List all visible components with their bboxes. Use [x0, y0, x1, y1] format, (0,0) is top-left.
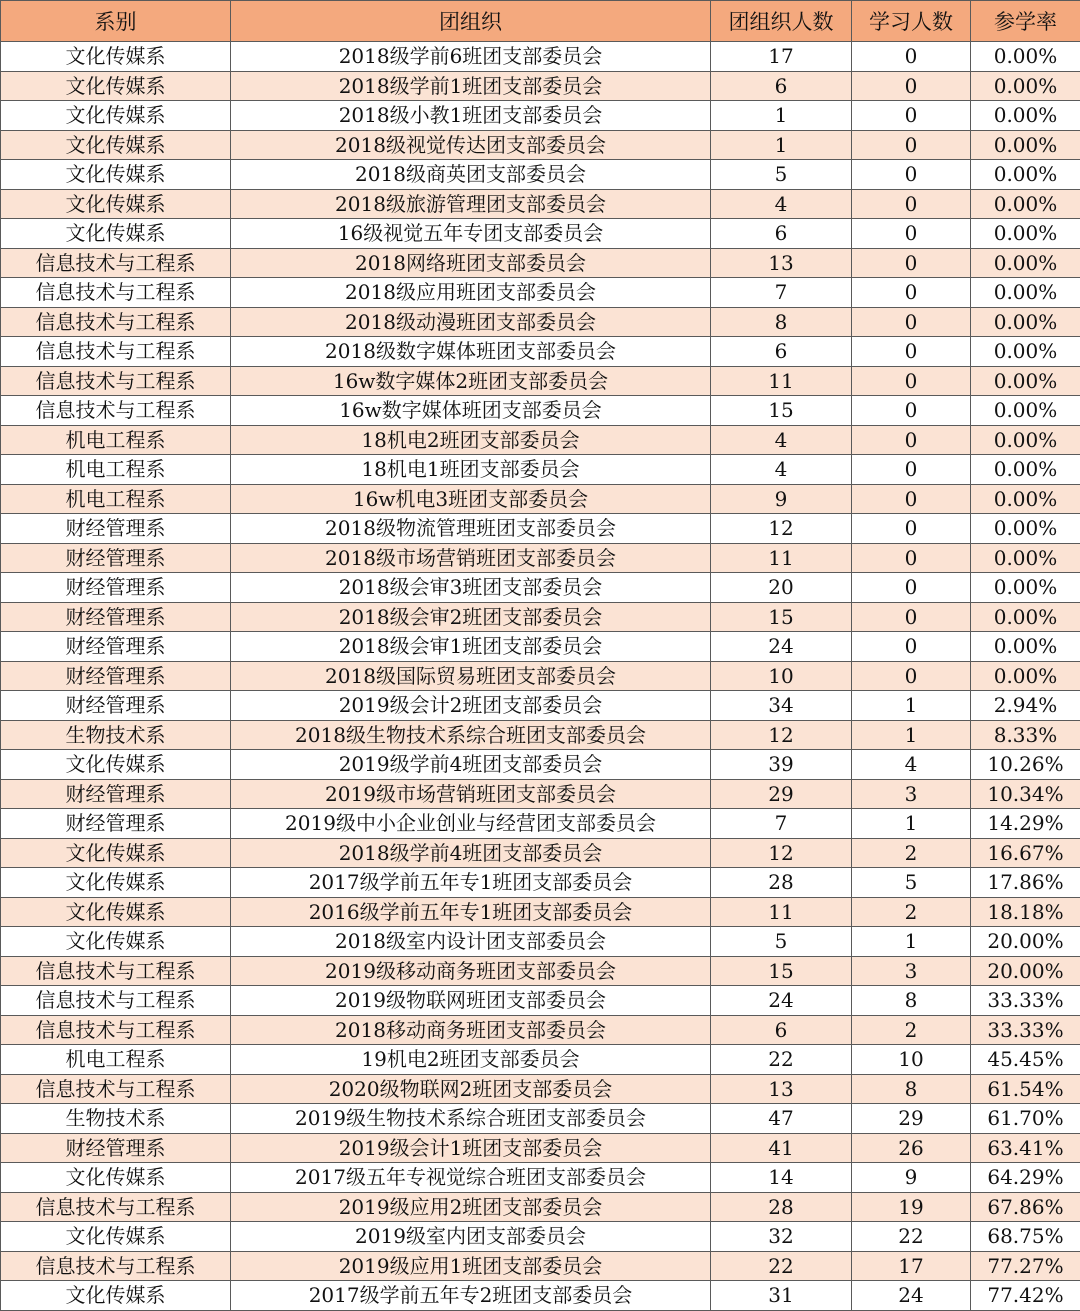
cell-learner-count: 8 [852, 986, 971, 1016]
cell-organization: 2017级学前五年专2班团支部委员会 [231, 1281, 711, 1311]
cell-member-count: 9 [711, 484, 852, 514]
cell-department: 财经管理系 [1, 779, 231, 809]
cell-member-count: 24 [711, 986, 852, 1016]
table-row [1, 1074, 1080, 1104]
cell-learner-count: 10 [852, 1045, 971, 1075]
cell-participation-rate: 68.75% [971, 1222, 1080, 1252]
cell-learner-count: 0 [852, 573, 971, 603]
cell-organization: 2019级中小企业创业与经营团支部委员会 [231, 809, 711, 839]
cell-department: 信息技术与工程系 [1, 1192, 231, 1222]
table-row [1, 1192, 1080, 1222]
table-row [1, 1222, 1080, 1252]
cell-department: 文化传媒系 [1, 219, 231, 249]
cell-learner-count: 3 [852, 956, 971, 986]
cell-participation-rate: 0.00% [971, 602, 1080, 632]
cell-participation-rate: 0.00% [971, 573, 1080, 603]
cell-learner-count: 0 [852, 160, 971, 190]
cell-department: 文化传媒系 [1, 71, 231, 101]
cell-participation-rate: 0.00% [971, 366, 1080, 396]
cell-participation-rate: 0.00% [971, 661, 1080, 691]
cell-learner-count: 0 [852, 661, 971, 691]
cell-member-count: 22 [711, 1251, 852, 1281]
cell-learner-count: 0 [852, 455, 971, 485]
table-row [1, 130, 1080, 160]
cell-organization: 2018级会审2班团支部委员会 [231, 602, 711, 632]
cell-organization: 2019级室内团支部委员会 [231, 1222, 711, 1252]
cell-participation-rate: 67.86% [971, 1192, 1080, 1222]
cell-participation-rate: 77.27% [971, 1251, 1080, 1281]
cell-learner-count: 0 [852, 278, 971, 308]
cell-organization: 2016级学前五年专1班团支部委员会 [231, 897, 711, 927]
header-member-count: 团组织人数 [711, 1, 852, 42]
cell-member-count: 13 [711, 1074, 852, 1104]
cell-department: 机电工程系 [1, 1045, 231, 1075]
header-learner-count: 学习人数 [852, 1, 971, 42]
cell-learner-count: 1 [852, 927, 971, 957]
cell-organization: 2018级国际贸易班团支部委员会 [231, 661, 711, 691]
cell-department: 文化传媒系 [1, 130, 231, 160]
cell-learner-count: 0 [852, 189, 971, 219]
cell-department: 信息技术与工程系 [1, 248, 231, 278]
table-row [1, 455, 1080, 485]
cell-learner-count: 0 [852, 484, 971, 514]
cell-organization: 2018级市场营销班团支部委员会 [231, 543, 711, 573]
table-row [1, 691, 1080, 721]
table-row [1, 425, 1080, 455]
table-row [1, 1104, 1080, 1134]
cell-learner-count: 0 [852, 101, 971, 131]
cell-member-count: 5 [711, 160, 852, 190]
cell-organization: 2018级商英团支部委员会 [231, 160, 711, 190]
cell-participation-rate: 0.00% [971, 42, 1080, 72]
table-row [1, 543, 1080, 573]
cell-member-count: 8 [711, 307, 852, 337]
cell-learner-count: 0 [852, 248, 971, 278]
table-row [1, 868, 1080, 898]
cell-member-count: 17 [711, 42, 852, 72]
cell-learner-count: 0 [852, 337, 971, 367]
cell-participation-rate: 16.67% [971, 838, 1080, 868]
cell-organization: 2018级数字媒体班团支部委员会 [231, 337, 711, 367]
table-row [1, 1281, 1080, 1311]
cell-department: 文化传媒系 [1, 1281, 231, 1311]
cell-participation-rate: 0.00% [971, 484, 1080, 514]
cell-learner-count: 0 [852, 307, 971, 337]
table-row [1, 1045, 1080, 1075]
cell-department: 文化传媒系 [1, 1163, 231, 1193]
cell-participation-rate: 61.70% [971, 1104, 1080, 1134]
cell-member-count: 39 [711, 750, 852, 780]
cell-participation-rate: 61.54% [971, 1074, 1080, 1104]
cell-organization: 2018级学前4班团支部委员会 [231, 838, 711, 868]
cell-learner-count: 0 [852, 396, 971, 426]
cell-learner-count: 4 [852, 750, 971, 780]
table-row [1, 71, 1080, 101]
cell-organization: 2018级视觉传达团支部委员会 [231, 130, 711, 160]
header-department: 系别 [1, 1, 231, 42]
cell-organization: 2018网络班团支部委员会 [231, 248, 711, 278]
cell-department: 信息技术与工程系 [1, 337, 231, 367]
table-row [1, 337, 1080, 367]
cell-member-count: 11 [711, 366, 852, 396]
cell-member-count: 15 [711, 956, 852, 986]
cell-member-count: 4 [711, 455, 852, 485]
cell-department: 文化传媒系 [1, 42, 231, 72]
cell-member-count: 6 [711, 1015, 852, 1045]
cell-learner-count: 29 [852, 1104, 971, 1134]
cell-member-count: 6 [711, 337, 852, 367]
cell-participation-rate: 0.00% [971, 337, 1080, 367]
cell-member-count: 12 [711, 720, 852, 750]
cell-member-count: 29 [711, 779, 852, 809]
cell-organization: 2018级学前1班团支部委员会 [231, 71, 711, 101]
cell-department: 文化传媒系 [1, 1222, 231, 1252]
table-row [1, 1251, 1080, 1281]
table-row [1, 1163, 1080, 1193]
cell-member-count: 11 [711, 897, 852, 927]
cell-participation-rate: 0.00% [971, 248, 1080, 278]
table-row [1, 956, 1080, 986]
cell-organization: 2019级移动商务班团支部委员会 [231, 956, 711, 986]
table-row [1, 307, 1080, 337]
cell-organization: 2019级会计1班团支部委员会 [231, 1133, 711, 1163]
cell-member-count: 12 [711, 838, 852, 868]
table-row [1, 101, 1080, 131]
cell-member-count: 13 [711, 248, 852, 278]
table-row [1, 396, 1080, 426]
cell-learner-count: 0 [852, 42, 971, 72]
cell-organization: 2018移动商务班团支部委员会 [231, 1015, 711, 1045]
table-row [1, 42, 1080, 72]
cell-participation-rate: 0.00% [971, 71, 1080, 101]
cell-participation-rate: 0.00% [971, 219, 1080, 249]
cell-learner-count: 5 [852, 868, 971, 898]
cell-participation-rate: 18.18% [971, 897, 1080, 927]
table-row [1, 897, 1080, 927]
cell-learner-count: 0 [852, 130, 971, 160]
cell-learner-count: 0 [852, 71, 971, 101]
cell-learner-count: 1 [852, 809, 971, 839]
cell-member-count: 22 [711, 1045, 852, 1075]
cell-participation-rate: 77.42% [971, 1281, 1080, 1311]
cell-organization: 2019级物联网班团支部委员会 [231, 986, 711, 1016]
table-row [1, 927, 1080, 957]
cell-participation-rate: 0.00% [971, 278, 1080, 308]
cell-organization: 2018级旅游管理团支部委员会 [231, 189, 711, 219]
table-row [1, 1015, 1080, 1045]
cell-member-count: 7 [711, 809, 852, 839]
cell-department: 机电工程系 [1, 425, 231, 455]
cell-department: 财经管理系 [1, 809, 231, 839]
cell-learner-count: 19 [852, 1192, 971, 1222]
cell-participation-rate: 17.86% [971, 868, 1080, 898]
cell-member-count: 24 [711, 632, 852, 662]
cell-participation-rate: 0.00% [971, 160, 1080, 190]
cell-participation-rate: 14.29% [971, 809, 1080, 839]
cell-learner-count: 2 [852, 897, 971, 927]
cell-member-count: 31 [711, 1281, 852, 1311]
cell-organization: 2019级会计2班团支部委员会 [231, 691, 711, 721]
table-row [1, 632, 1080, 662]
cell-department: 信息技术与工程系 [1, 366, 231, 396]
cell-participation-rate: 33.33% [971, 986, 1080, 1016]
cell-department: 信息技术与工程系 [1, 986, 231, 1016]
cell-department: 信息技术与工程系 [1, 396, 231, 426]
cell-department: 信息技术与工程系 [1, 1251, 231, 1281]
cell-participation-rate: 64.29% [971, 1163, 1080, 1193]
cell-department: 文化传媒系 [1, 897, 231, 927]
cell-learner-count: 17 [852, 1251, 971, 1281]
cell-department: 文化传媒系 [1, 189, 231, 219]
cell-learner-count: 9 [852, 1163, 971, 1193]
cell-member-count: 6 [711, 219, 852, 249]
cell-learner-count: 8 [852, 1074, 971, 1104]
cell-member-count: 1 [711, 130, 852, 160]
cell-participation-rate: 20.00% [971, 956, 1080, 986]
cell-participation-rate: 0.00% [971, 425, 1080, 455]
cell-department: 文化传媒系 [1, 838, 231, 868]
cell-learner-count: 22 [852, 1222, 971, 1252]
table-row [1, 602, 1080, 632]
cell-department: 机电工程系 [1, 455, 231, 485]
header-row [1, 1, 1080, 42]
table-row [1, 661, 1080, 691]
cell-learner-count: 0 [852, 632, 971, 662]
cell-member-count: 7 [711, 278, 852, 308]
cell-participation-rate: 0.00% [971, 455, 1080, 485]
cell-participation-rate: 0.00% [971, 189, 1080, 219]
cell-member-count: 11 [711, 543, 852, 573]
header-organization: 团组织 [231, 1, 711, 42]
table-header [1, 1, 1080, 42]
cell-learner-count: 26 [852, 1133, 971, 1163]
cell-member-count: 34 [711, 691, 852, 721]
cell-participation-rate: 0.00% [971, 632, 1080, 662]
cell-organization: 18机电1班团支部委员会 [231, 455, 711, 485]
cell-member-count: 28 [711, 1192, 852, 1222]
cell-organization: 16w数字媒体班团支部委员会 [231, 396, 711, 426]
cell-department: 文化传媒系 [1, 160, 231, 190]
cell-member-count: 14 [711, 1163, 852, 1193]
cell-organization: 2019级市场营销班团支部委员会 [231, 779, 711, 809]
table-row [1, 573, 1080, 603]
table-row [1, 986, 1080, 1016]
cell-department: 信息技术与工程系 [1, 278, 231, 308]
cell-participation-rate: 0.00% [971, 101, 1080, 131]
cell-department: 文化传媒系 [1, 868, 231, 898]
cell-participation-rate: 2.94% [971, 691, 1080, 721]
cell-department: 信息技术与工程系 [1, 1074, 231, 1104]
cell-department: 信息技术与工程系 [1, 956, 231, 986]
cell-learner-count: 1 [852, 720, 971, 750]
cell-organization: 2019级学前4班团支部委员会 [231, 750, 711, 780]
table-row [1, 514, 1080, 544]
cell-department: 财经管理系 [1, 1133, 231, 1163]
table-row [1, 484, 1080, 514]
cell-learner-count: 0 [852, 219, 971, 249]
table-row [1, 248, 1080, 278]
cell-member-count: 10 [711, 661, 852, 691]
cell-organization: 16w机电3班团支部委员会 [231, 484, 711, 514]
cell-department: 信息技术与工程系 [1, 307, 231, 337]
cell-member-count: 15 [711, 396, 852, 426]
cell-organization: 2019级应用1班团支部委员会 [231, 1251, 711, 1281]
table-body [1, 42, 1080, 1311]
cell-learner-count: 0 [852, 425, 971, 455]
table-row [1, 750, 1080, 780]
cell-participation-rate: 45.45% [971, 1045, 1080, 1075]
cell-learner-count: 0 [852, 366, 971, 396]
cell-participation-rate: 20.00% [971, 927, 1080, 957]
cell-member-count: 41 [711, 1133, 852, 1163]
cell-participation-rate: 10.34% [971, 779, 1080, 809]
cell-participation-rate: 8.33% [971, 720, 1080, 750]
cell-participation-rate: 63.41% [971, 1133, 1080, 1163]
cell-organization: 2020级物联网2班团支部委员会 [231, 1074, 711, 1104]
cell-member-count: 12 [711, 514, 852, 544]
cell-member-count: 4 [711, 189, 852, 219]
cell-organization: 2017级学前五年专1班团支部委员会 [231, 868, 711, 898]
cell-participation-rate: 0.00% [971, 307, 1080, 337]
cell-organization: 2018级动漫班团支部委员会 [231, 307, 711, 337]
table-row [1, 219, 1080, 249]
cell-learner-count: 0 [852, 543, 971, 573]
cell-learner-count: 24 [852, 1281, 971, 1311]
cell-member-count: 28 [711, 868, 852, 898]
header-participation-rate: 参学率 [971, 1, 1080, 42]
cell-department: 生物技术系 [1, 720, 231, 750]
cell-member-count: 1 [711, 101, 852, 131]
cell-department: 财经管理系 [1, 632, 231, 662]
cell-organization: 16级视觉五年专团支部委员会 [231, 219, 711, 249]
cell-member-count: 4 [711, 425, 852, 455]
cell-department: 文化传媒系 [1, 750, 231, 780]
cell-participation-rate: 0.00% [971, 543, 1080, 573]
cell-organization: 2018级小教1班团支部委员会 [231, 101, 711, 131]
cell-organization: 2017级五年专视觉综合班团支部委员会 [231, 1163, 711, 1193]
cell-member-count: 32 [711, 1222, 852, 1252]
cell-member-count: 6 [711, 71, 852, 101]
cell-department: 机电工程系 [1, 484, 231, 514]
cell-department: 财经管理系 [1, 661, 231, 691]
cell-organization: 18机电2班团支部委员会 [231, 425, 711, 455]
cell-organization: 2018级室内设计团支部委员会 [231, 927, 711, 957]
cell-organization: 2018级会审1班团支部委员会 [231, 632, 711, 662]
cell-department: 信息技术与工程系 [1, 1015, 231, 1045]
table-row [1, 809, 1080, 839]
table-row [1, 366, 1080, 396]
cell-department: 财经管理系 [1, 602, 231, 632]
cell-member-count: 20 [711, 573, 852, 603]
cell-organization: 19机电2班团支部委员会 [231, 1045, 711, 1075]
table-row [1, 779, 1080, 809]
cell-organization: 2018级学前6班团支部委员会 [231, 42, 711, 72]
cell-learner-count: 0 [852, 602, 971, 632]
table-row [1, 278, 1080, 308]
cell-member-count: 15 [711, 602, 852, 632]
cell-organization: 2018级会审3班团支部委员会 [231, 573, 711, 603]
cell-department: 财经管理系 [1, 573, 231, 603]
cell-organization: 16w数字媒体2班团支部委员会 [231, 366, 711, 396]
cell-member-count: 5 [711, 927, 852, 957]
cell-organization: 2019级应用2班团支部委员会 [231, 1192, 711, 1222]
cell-department: 文化传媒系 [1, 101, 231, 131]
cell-participation-rate: 33.33% [971, 1015, 1080, 1045]
cell-learner-count: 2 [852, 838, 971, 868]
cell-organization: 2019级生物技术系综合班团支部委员会 [231, 1104, 711, 1134]
cell-participation-rate: 0.00% [971, 514, 1080, 544]
cell-learner-count: 0 [852, 514, 971, 544]
cell-department: 财经管理系 [1, 543, 231, 573]
cell-participation-rate: 0.00% [971, 130, 1080, 160]
table-row [1, 838, 1080, 868]
table-row [1, 720, 1080, 750]
cell-department: 生物技术系 [1, 1104, 231, 1134]
table-row [1, 189, 1080, 219]
cell-learner-count: 3 [852, 779, 971, 809]
cell-department: 财经管理系 [1, 514, 231, 544]
cell-participation-rate: 0.00% [971, 396, 1080, 426]
table-row [1, 160, 1080, 190]
cell-member-count: 47 [711, 1104, 852, 1134]
cell-organization: 2018级物流管理班团支部委员会 [231, 514, 711, 544]
cell-department: 财经管理系 [1, 691, 231, 721]
cell-department: 文化传媒系 [1, 927, 231, 957]
cell-learner-count: 1 [852, 691, 971, 721]
cell-organization: 2018级生物技术系综合班团支部委员会 [231, 720, 711, 750]
cell-learner-count: 2 [852, 1015, 971, 1045]
table-row [1, 1133, 1080, 1163]
cell-participation-rate: 10.26% [971, 750, 1080, 780]
cell-organization: 2018级应用班团支部委员会 [231, 278, 711, 308]
